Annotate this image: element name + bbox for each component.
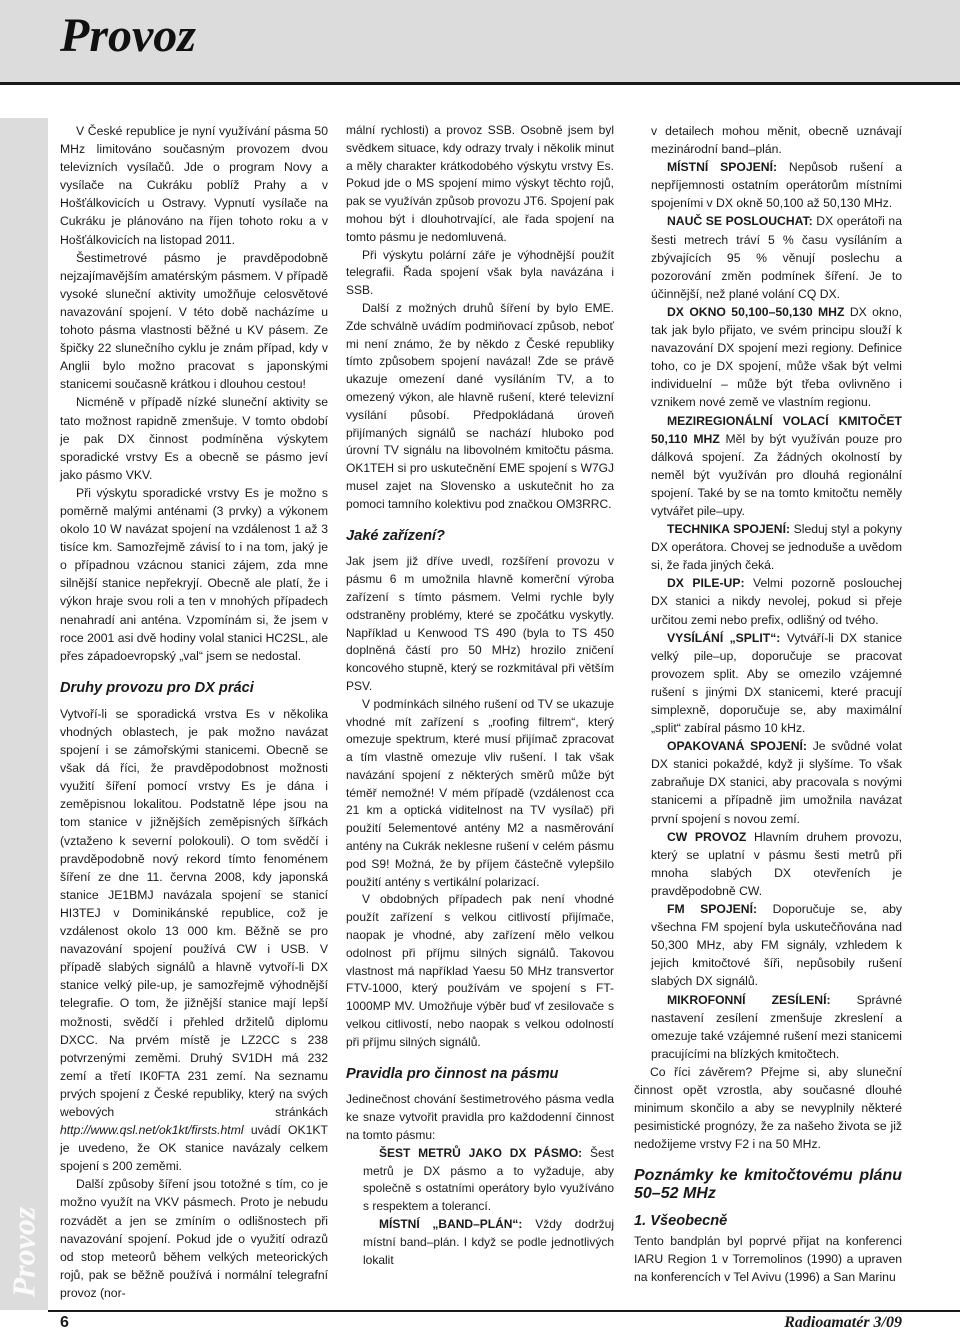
paragraph: Šestimetrové pásmo je pravděpodobně nejzajímavějším amatérským pásmem. V případě vysoké sluneční aktivity umožňuje celosvětové navazování spojení. V této době nacházíme u tohoto pásma vlastnosti běžné u KV pásem. Ze špičky 22 slunečního cyklu je znám případ, kdy v Anglii bylo možno pracovat s japonskými stanicemi současně krátkou i dlouhou cestou! xyxy=(60,250,328,392)
paragraph-text: uvádí OK1KT je uvedeno, že OK stanice navázaly celkem spojení s 200 zeměmi. xyxy=(60,1123,328,1174)
paragraph: V České republice je nyní využívání pásma 50 MHz limitováno současným provozem dvou televizních vysílačů. Jde o program Novy a vysílače na Cukráku poblíž Prahy a v Hošťálkovicích u Ostravy. Vypnutí vysílače na Cukráku je plánováno na říjen tohoto roku a v Hošťálkovicích na listopad 2011. xyxy=(60,124,328,247)
url-link[interactable]: http://www.qsl.net/ok1kt/firsts.html xyxy=(60,1123,244,1138)
column-1 xyxy=(60,122,328,1302)
rule-item xyxy=(634,828,902,900)
paragraph: Při výskytu sporadické vrstvy Es je možno s poměrně malými anténami (3 prvky) a výkonem okolo 10 W navázat spojení na vzdálenost 1 až 3 tisíce km. Samozřejmě závisí to i na tom, jaký je o případnou vzácnou stanici zájem, zda mne silnější stanice nepřekryjí. Obecně ale platí, že i výkon hraje svou roli a ten v mnohých případech nenahradí ani anténa. Vzpomínám si, že jsem v roce 2001 asi dvě hodiny volal stanici HC2SL, ale přes západoevropský „val“ jsem se nedostal. xyxy=(60,485,328,663)
rule-continuation: v detailech mohou měnit, obecně uznávají mezinárodní band–plán. xyxy=(651,124,902,157)
rule-text: Velmi pozorně poslouchej DX stanici a nikdy nevolej, pokud si přeje určitou zemi nebo prefix, odlišný od tvého. xyxy=(651,576,903,627)
magazine-issue: Radioamatér 3/09 xyxy=(784,1314,902,1331)
rule-term: MÍSTNÍ „BAND–PLÁN“: xyxy=(379,1217,523,1232)
rule-text: Sleduj styl a pokyny DX operátora. Chovej se jednoduše a uvědom si, že řada jiných čeká. xyxy=(651,522,902,573)
section-title: Provoz xyxy=(60,9,196,62)
rule-item xyxy=(634,158,902,212)
rule-item xyxy=(634,520,902,574)
rule-text: Vytváří-li DX stanice velký pile–up, doporučuje se pracovat provozem split. Aby se omezilo vzájemné rušení s jinými DX stanicemi, které pracují simplexně, doporučuje se, aby maximální „split“ zabíral pásmo 10 kHz. xyxy=(651,630,903,736)
rule-text: DX okno, tak jak bylo přijato, ve svém principu slouží k navazování DX spojení mezi regiony. Definice toho, co je DX spojení, může však být velmi individuelní – může být třeba ovlivněno i vznikem nové země ve vlastním regionu. xyxy=(651,304,902,410)
subheading-numbered: 1. Všeobecně xyxy=(634,1212,728,1229)
footer-rule xyxy=(48,1310,960,1312)
rule-term: MÍSTNÍ SPOJENÍ: xyxy=(667,160,778,175)
rule-text: Měl by být využíván pouze pro dálková spojení. Za žádných okolností by neměl být využíván pro dlouhá regionální spojení. Také by se na tomto kmitočtu neměly vytvářet pile–upy. xyxy=(651,431,902,518)
rule-term: NAUČ SE POSLOUCHAT: xyxy=(667,214,813,229)
paragraph: Tento bandplán byl poprvé přijat na konferenci IARU Region 1 v Torremolinos (1990) a upraven na konferencích v Tel Avivu (1996) a San Marinu xyxy=(634,1233,902,1284)
rule-term: OPAKOVANÁ SPOJENÍ: xyxy=(667,739,807,754)
rule-text: Nepůsob rušení a nepříjemnosti ostatním operátorům místními spojeními v DX okně 50,100 až 50,130 MHz. xyxy=(651,160,902,211)
side-strip xyxy=(0,118,48,1310)
column-3 xyxy=(634,122,902,1286)
paragraph: Jak jsem již dříve uvedl, rozšíření provozu v pásmu 6 m umožnila hlavně komerční výroba zařízení s tímto pásmem. Velmi rychle byly odstraněny problémy, které se zpočátku vyskytly. Například u Kenwood TS 490 (byla to TS 450 doplněná částí pro 50 MHz) hrozilo zničení koncového stupně, který se rozkmitával při větším PSV. xyxy=(346,554,614,693)
rule-item xyxy=(634,303,902,412)
rule-term: DX OKNO 50,100–50,130 MHZ xyxy=(667,304,845,319)
paragraph: Nicméně v případě nízké sluneční aktivity se tato možnost rapidně zmenšuje. V tomto období je pak DX činnost podmíněna výskytem sporadické vrstvy Es a obecně se pásmo jeví jako pásmo VKV. xyxy=(60,395,328,482)
subheading: Druhy provozu pro DX práci xyxy=(60,679,254,696)
rule-term: MIKROFONNÍ ZESÍLENÍ: xyxy=(667,992,831,1007)
paragraph: Další z možných druhů šíření by bylo EME. Zde schválně uvádím podmiňovací způsob, neboť mi není známo, že by někdo z České republiky tímto způsobem spojení navázal! Zde se právě ukazuje omezení dané vysíláním TV, a to omezený výkon, ale hlavně rušení, které televizní vysílání působí. Předpokládaná úroveň přijímaných signálů se nachází hluboko pod úrovní TV signálu na libovolném kmitočtu pásma. OK1TEH si pro uskutečnění EME spojení s W7GJ musel zajet na Slovensko a uskutečnit ho za pomoci tamního kolektivu pod značkou OM3RRC. xyxy=(346,300,614,511)
paragraph: mální rychlosti) a provoz SSB. Osobně jsem byl svědkem situace, kdy odrazy trvaly i několik minut a měly charakter krátkodobého výskytu vrstvy Es. Pokud jde o MS spojení mimo výskyt těchto rojů, pak se využíván způsob provozu JT6. Spojení pak mohou být i dlouhotrvající, ale řada spojení na tomto pásmu je nedomluvená. xyxy=(346,123,614,244)
paragraph xyxy=(60,705,328,1175)
rule-term: CW PROVOZ xyxy=(667,829,747,844)
rule-item xyxy=(634,629,902,738)
rule-item xyxy=(634,737,902,827)
rule-text: Doporučuje se, aby všechna FM spojení byla uskutečňována nad 50,300 MHz, aby FM signály, vzhledem k jejich kmitočtové šíři, nepůsobily rušení slabých DX signálů. xyxy=(651,902,903,989)
column-2 xyxy=(346,122,614,1269)
rule-item xyxy=(634,991,902,1063)
rule-item xyxy=(634,212,902,302)
rule-term: FM SPOJENÍ: xyxy=(667,902,758,917)
rule-term: ŠEST METRŮ JAKO DX PÁSMO: xyxy=(379,1145,583,1160)
subheading: Pravidla pro činnost na pásmu xyxy=(346,1065,559,1082)
subheading: Jaké zařízení? xyxy=(346,527,445,544)
subheading: Poznámky ke kmitočtovému plánu 50–52 MHz xyxy=(634,1167,902,1203)
rule-item xyxy=(634,412,902,521)
rule-text: Je svůdné volat DX stanici pokaždé, když ji slyšíme. To však zabraňuje DX stanici, aby pracovala s novými stanicemi a případně jim umožnila navázat první spojení s novou zemí. xyxy=(651,739,902,826)
rule-term: VYSÍLÁNÍ „SPLIT“: xyxy=(667,630,781,645)
side-label-text: Provoz xyxy=(5,1206,42,1298)
rule-term: DX PILE-UP: xyxy=(667,576,745,591)
rule-item xyxy=(634,900,902,990)
paragraph: Při výskytu polární záře je výhodnější použít telegrafii. Řada spojení však byla navázána i SSB. xyxy=(346,247,614,298)
rule-item xyxy=(346,1216,614,1269)
paragraph: Jedinečnost chování šestimetrového pásma vedla ke snaze vytvořit pravidla pro každodenní činnost na tomto pásmu: xyxy=(346,1092,614,1143)
rule-text: Vždy dodržuj místní band–plán. I když se podle jednotlivých lokalit xyxy=(363,1217,614,1267)
rule-text: Šest metrů je DX pásmo a to vyžaduje, aby společně s ostatními operátory bylo využíváno s respektem a tolerancí. xyxy=(363,1145,614,1214)
paragraph: Co říci závěrem? Přejme si, aby sluneční činnost opět vzrostla, aby současné dlouhé minimum skončilo a aby se nevyplnily některé pesimistické prognózy, že za našeho života se již nedožijeme vrstvy F2 i na 50 MHz. xyxy=(634,1064,902,1152)
rule-text: Správné nastavení zesílení zmenšuje zkreslení a omezuje také vzájemné rušení mezi stanicemi pracujícími na blízkých kmitočtech. xyxy=(651,992,902,1061)
page-header xyxy=(0,0,960,85)
paragraph-text: Vytvoří-li se sporadická vrstva Es v několika vhodných oblastech, je pak možno navázat spojení i se zámořskými stanicemi. Obecně se však dá říci, že pravděpodobnost možnosti využití šíření pomocí vrstvy Es je dána i zeměpisnou lokalitou. Podstatně lépe jsou na tom stanice v jižnějších zeměpisných šířkách (vztaženo k severní polokouli). O tom svědčí i pravděpodobně nový rekord tímto fenoménem šíření ze dne 11. června 2008, kdy japonská stanice JE1BMJ navázala spojení se stanicí HI3TEJ v Dominikánské republice, což je vzdálenost okolo 13 000 km. Běžně se pro navazování spojení používá CW i USB. V případě slabých signálů a hlavně vytvoří-li DX stanice velký pile-up, je samozřejmě výhodnější telegrafie. O tom, že jižnější stanice mají lepší možnosti, svědčí i přehled držitelů diplomu DXCC. Na prvém místě je LZ2CC s 238 potvrzenými zeměmi. Druhý SV1DH má 232 zemí a třetí IK0FTA 231 zemí. Na seznamu prvých spojení z České republiky, který na svých webových stránkách xyxy=(60,706,328,1119)
rule-term: TECHNIKA SPOJENÍ: xyxy=(667,522,791,537)
page-number: 6 xyxy=(60,1314,69,1331)
paragraph: V obdobných případech pak není vhodné použít zařízení s velkou citlivostí přijímače, naopak je vhodné, aby zařízení mělo velkou odolnost při příjmu silných signálů. Takovou vlastnost má například Yaesu 50 MHz transvertor FTV-1000, který používám ve spojení s FT-1000MP MV. Umožňuje výběr buď vf zesilovače s velkou citlivostí, nebo naopak s velkou odolností při příjmu silných signálů. xyxy=(346,892,614,1049)
rule-item xyxy=(346,1145,614,1216)
rule-term: MEZIREGIONÁLNÍ VOLACÍ KMITOČET 50,110 MHZ xyxy=(651,413,902,446)
paragraph: Další způsoby šíření jsou totožné s tím, co je možno využít na VKV pásmech. Proto je nebudu rozvádět a jen se zmíním o odlišnostech při navazování spojení. Pokud jde o využití odrazů od stop meteorů během velkých meteorických rojů, pak se běžně používá i normální telegrafní provoz (nor- xyxy=(60,1177,328,1300)
rule-item xyxy=(634,574,902,628)
rule-text: Hlavním druhem provozu, který se uplatní v pásmu šesti metrů při mnoha slabých DX otevřeních je pravděpodobně CW. xyxy=(651,829,903,898)
side-label xyxy=(0,1195,48,1310)
rule-text: DX operátoři na šesti metrech tráví 5 % času vysíláním a zbývajících 95 % věnují poslechu a pozorování změn podmínek šíření. Je to účinnější, než plané volání CQ DX. xyxy=(651,214,902,301)
paragraph: V podmínkách silného rušení od TV se ukazuje vhodné mít zařízení s „roofing filtrem“, který omezuje spektrum, které musí přijímač zpracovat a tím vlastně omezuje vliv rušení. I tak však navázání spojení z některých směrů může být téměř nemožné! V mém případě (vzdálenost cca 21 km a optická viditelnost na TV vysílač) při použití 5elementové antény M2 a nasměrování antény na Cukrák neklesne rušení v celém pásmu pod S9! Možná, že by příjem částečně vylepšilo použití antény s vertikální polarizací. xyxy=(346,696,614,889)
